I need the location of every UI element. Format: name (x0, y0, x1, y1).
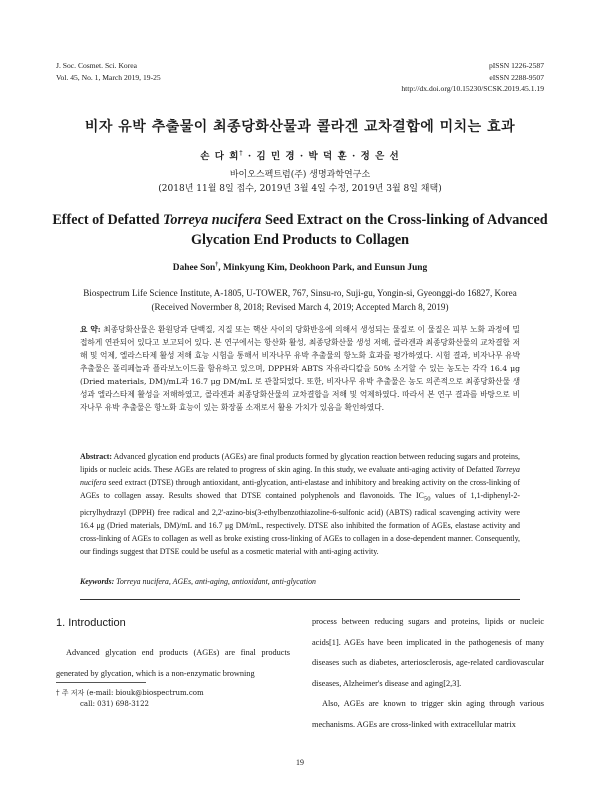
eissn: eISSN 2288-9507 (489, 72, 544, 82)
english-title-pre: Effect of Defatted (52, 212, 164, 228)
intro-right-column (312, 612, 544, 735)
journal-identifiers (401, 60, 544, 95)
korean-abstract (80, 323, 520, 414)
english-corresponding-mark: † (215, 262, 219, 268)
korean-affiliation-block (40, 168, 560, 196)
korean-dates: (2018년 11월 8일 접수, 2019년 3월 4일 수정, 2019년 3월 8일 채택) (158, 184, 442, 194)
abstract-label: Abstract: (80, 452, 112, 461)
page-number: 19 (296, 758, 304, 767)
abstract-divider (80, 599, 520, 600)
korean-abstract-label: 요 약: (80, 325, 101, 334)
english-title-post: Seed Extract on the Cross-linking of Advanced Glycation End Products to Collagen (190, 212, 548, 248)
corresponding-mark: † (239, 149, 244, 157)
footnote-divider (56, 682, 146, 683)
english-authors (40, 262, 560, 273)
abstract-subscript: 50 (423, 495, 431, 503)
intro-left-column: Advanced glycation end products (AGEs) are final products generated by glycation, which is a non-enzymatic browning (56, 648, 290, 678)
english-affiliation: Biospectrum Life Science Institute, A-1805, U-TOWER, 767, Sinsu-ro, Suji-gu, Yongin-si, Gyeonggi-do 16827, Korea (83, 288, 517, 298)
english-abstract (80, 450, 520, 558)
korean-author-first: 손 다 희 (200, 151, 240, 162)
footnote-phone: call: 031) 698-3122 (80, 700, 150, 708)
keywords-label: Keywords: (80, 577, 115, 586)
abstract-text-2: seed extract (DTSE) through antioxidant, anti-glycation, anti-elastase and inhibitory and breaking activity on the cross-linking of AGEs to collagen assay. Results showed that DTSE contained polyphenols and flavonoids. The IC (80, 478, 520, 500)
korean-abstract-text: 최종당화산물은 환원당과 단백질, 지질 또는 핵산 사이의 당화반응에 의해서 생성되는 물질로 이 물질은 피부 노화 과정에 밀접하게 연관되어 있다고 보고되어 있다. 본 연구에서는 항산화 활성, 최종당화산물 생성 저해, 콜라겐과 최종당화산물의 교차결합 저해 및 억제, 엘라스타제 활성 저해 효능 시험을 통해서 비자나무 유박 추출물의 항노화 효과를 평가하였다. 시험 결과, 비자나무 유박 추출물은 폴리페놀과 플라보노이드를 함유하고 있으며, DPPH와 ABTS 자유라디칼을 50% 소거할 수 있는 농도는 각각 16.4 μg (Dried materials, DM)/mL과 16.7 μg DM/mL 로 관찰되었다. 또한, 비자나무 유박 추출물은 농도 의존적으로 최종당화산물 생성과 엘라스타제 활성을 저해하였고, 콜라겐과 최종당화산물의 교차결합을 저해 및 억제하였다. 따라서 본 연구 결과를 바탕으로 비자나무 유박 추출물은 항노화 효능이 있는 화장품 소재로서 활용 가치가 있음을 확인하였다. (80, 325, 520, 412)
english-title (40, 210, 560, 250)
intro-right-paragraph-2: Also, AGEs are known to trigger skin aging through various mechanisms. AGEs are cross-linked with extracellular matrix (312, 699, 544, 729)
pissn: pISSN 1226-2587 (488, 61, 544, 70)
abstract-text-1: Advanced glycation end products (AGEs) are final products formed by glycation reaction between reducing sugars and proteins, lipids or nucleic acids. These AGEs are related to progress of skin aging. In this study, we evaluate anti-aging activity of Defatted (80, 452, 520, 474)
korean-title: 비자 유박 추출물이 최종당화산물과 콜라겐 교차결합에 미치는 효과 (84, 119, 516, 135)
english-author-rest: , Minkyung Kim, Deokhoon Park, and Eunsun Jung (218, 263, 428, 274)
korean-author-rest: · 김 민 경 · 박 덕 훈 · 정 은 선 (243, 151, 400, 162)
english-affiliation-block (52, 286, 548, 314)
english-author-first: Dahee Son (172, 263, 216, 274)
keywords-text: Torreya nucifera, AGEs, anti-aging, antioxidant, anti-glycation (114, 577, 316, 586)
english-title-species: Torreya nucifera (163, 212, 262, 228)
footnote (56, 688, 204, 710)
section-heading-introduction: 1. Introduction (56, 617, 126, 629)
intro-right-paragraph-1: process between reducing sugars and proteins, lipids or nucleic acids[1]. AGEs have been implicated in the pathogenesis of many diseases such as diabetes, arteriosclerosis, age-related cardiovascular diseases, Alzheimer's disease and aging[2,3]. (312, 617, 544, 688)
journal-name: J. Soc. Cosmet. Sci. Korea (56, 61, 137, 70)
abstract-text-3: values of 1,1-diphenyl-2-picrylhydrazyl (DPPH) free radical and 2,2'-azino-bis(3-ethylbenzothiazoline-6-sulfonic acid) (ABTS) radical scavenging activity were 16.4 μg (Dried materials, DM)/mL and 16.7 μg DM/mL, respectively. DTSE also inhibited the formation of AGEs, elastase activity and cross-linking of AGEs to collagen as well as broke existing cross-linking of AGEs to collagen in a dose-dependent manner. Consequently, our findings suggest that DTSE could be useful as a cosmetic material with anti-aging activity. (80, 491, 520, 556)
journal-citation (56, 60, 161, 83)
korean-affiliation: 바이오스펙트럼(주) 생명과학연구소 (229, 170, 371, 180)
keywords (80, 577, 520, 586)
abstract-species: Torreya nucifera (80, 465, 520, 487)
english-dates: (Received Novermber 8, 2018; Revised March 4, 2019; Accepted March 8, 2019) (151, 302, 449, 312)
footnote-email: † 주 저자 (e-mail: biouk@biospectrum.com (56, 689, 204, 697)
journal-volume: Vol. 45, No. 1, March 2019, 19-25 (56, 72, 161, 82)
korean-authors (40, 148, 560, 162)
doi-link[interactable]: http://dx.doi.org/10.15230/SCSK.2019.45.1.19 (401, 84, 544, 93)
